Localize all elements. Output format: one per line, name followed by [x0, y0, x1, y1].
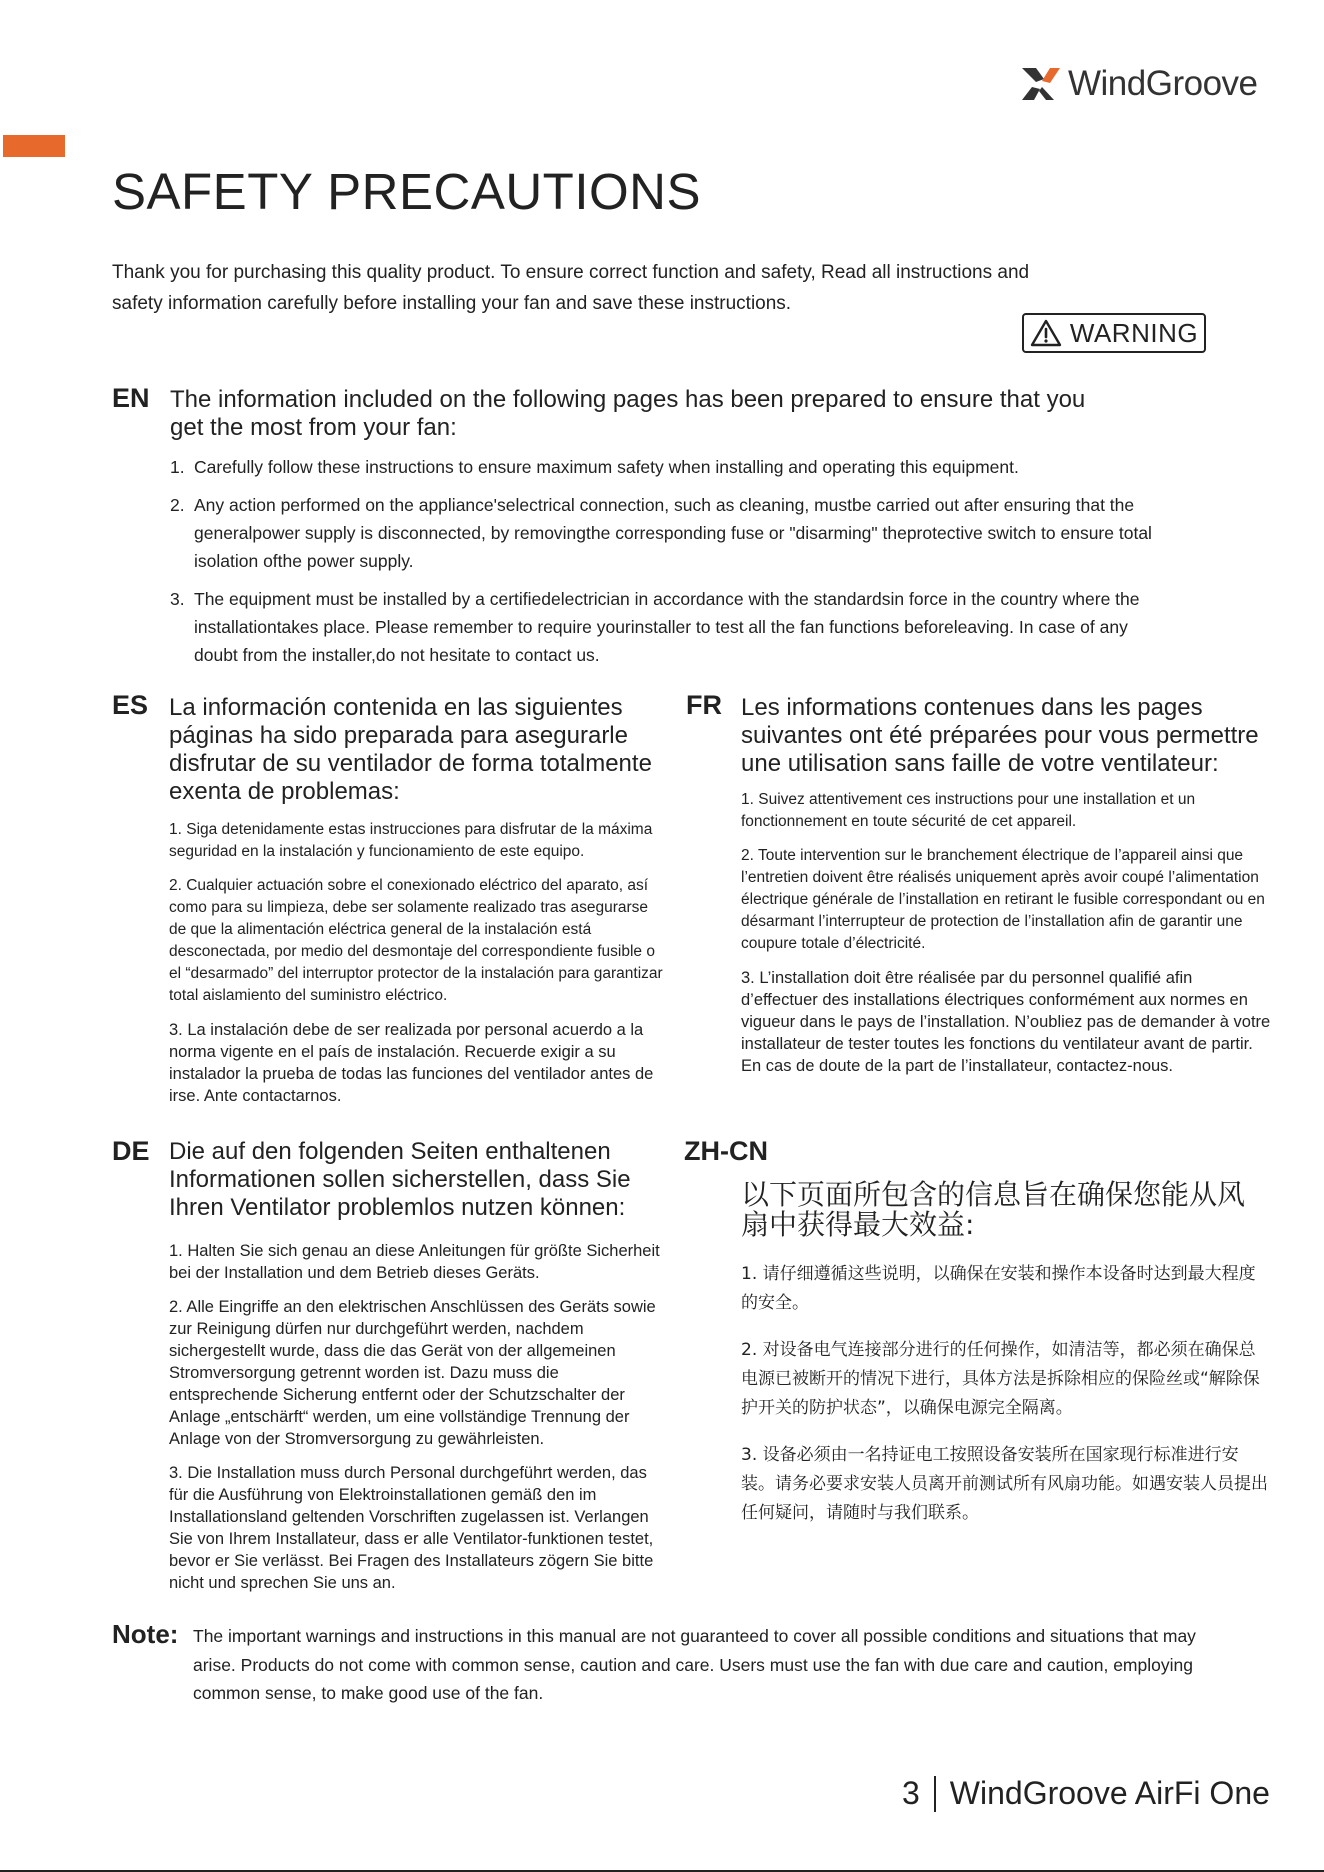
- list-item: 1. Suivez attentivement ces instructions pour une installation et un fonctionnement en toute sécurité de cet appareil.: [741, 791, 1196, 830]
- list-item: 2. Cualquier actuación sobre el conexionado eléctrico del aparato, así como para su limpieza, debe ser solamente realizado tras asegurarse de que la alimentación eléctrica general de la instalación está desconectada, por medio del desmontaje del correspondiente fusible o el “desarmado” del interruptor protector de la instalación para garantizar total aislamiento del suministro eléctrico.: [169, 877, 663, 1004]
- list-item: 2. Alle Eingriffe an den elektrischen Anschlüssen des Geräts sowie zur Reinigung dürfen nur durchgeführt werden, nachdem sichergestellt wurde, dass die das Gerät von der allgemeinen Stromversorgung getrennt worden ist. Dazu muss die entsprechende Sicherung entfernt oder der Schutzschalter der Anlage „entschärft“ werden, um eine vollständige Trennung der Anlage von der Stromversorgung zu gewährleisten.: [169, 1298, 656, 1448]
- list-item: 1. Halten Sie sich genau an diese Anleitungen für größte Sicherheit bei der Installation und dem Betrieb dieses Geräts.: [169, 1242, 660, 1282]
- product-name: WindGroove AirFi One: [949, 1775, 1270, 1811]
- brand-name: WindGroove: [1068, 64, 1258, 103]
- fr-heading: Les informations contenues dans les pages suivantes ont été préparées pour vous permettre une utilisation sans faille de votre ventilateur:: [741, 694, 1259, 777]
- lang-code-zh: ZH-CN: [684, 1136, 768, 1166]
- footer-divider: [934, 1776, 936, 1812]
- accent-bar: [3, 135, 65, 157]
- page-title: SAFETY PRECAUTIONS: [112, 163, 702, 220]
- lang-code-de: DE: [112, 1136, 150, 1166]
- brand-logo: [1020, 62, 1258, 106]
- list-item: 1. Siga detenidamente estas instrucciones para disfrutar de la máxima seguridad en la instalación y funcionamiento de este equipo.: [169, 821, 653, 860]
- zh-heading: 以下页面所包含的信息旨在确保您能从风扇中获得最大效益:: [741, 1178, 1246, 1241]
- es-heading: La información contenida en las siguientes páginas ha sido preparada para asegurarle disfrutar de su ventilador de forma totalmente exenta de problemas:: [169, 694, 652, 805]
- de-list: [169, 1240, 669, 1606]
- en-list: [170, 453, 1160, 669]
- fr-list: [741, 789, 1271, 1089]
- list-item: 3. La instalación debe de ser realizada por personal acuerdo a la norma vigente en el país de instalación. Recuerde exigir a su instalador la prueba de todas las funciones del ventilador antes de irse. Ante contactarnos.: [169, 1021, 654, 1105]
- warning-triangle-icon: [1030, 319, 1062, 347]
- windgroove-logo-icon: [1020, 65, 1062, 103]
- warning-label: WARNING: [1069, 317, 1199, 348]
- page-footer: [902, 1775, 1270, 1812]
- lang-code-en: EN: [112, 383, 150, 413]
- list-item: 2. Toute intervention sur le branchement électrique de l’appareil ainsi que l’entretien doivent être réalisés uniquement après avoir coupé l’alimentation électrique générale de l’installation en retirant le fusible correspondant ou en désarmant l’interrupteur de protection de l’installation afin de garantir une coupure totale d’électricité.: [741, 847, 1265, 952]
- note-label: Note:: [112, 1619, 179, 1649]
- list-item: 3. Die Installation muss durch Personal durchgeführt werden, das für die Ausführung von Elektroinstallationen gemäß den im Installationsland geltenden Vorschriften zugelassen ist. Verlangen Sie von Ihrem Installateur, dass er alle Ventilator-funktionen testet, bevor er Sie verlässt. Bei Fragen des Installateurs zögern Sie bitte nicht und sprechen Sie uns an.: [169, 1464, 654, 1592]
- list-item: 2. Any action performed on the appliance'selectrical connection, such as cleaning, mustbe carried out after ensuring that the generalpower supply is disconnected, by removingthe corresponding fuse or "disarming" theprotective switch to ensure total isolation ofthe power supply.: [170, 495, 1152, 571]
- es-list: [169, 819, 669, 1119]
- warning-badge: [1022, 313, 1206, 353]
- lang-code-fr: FR: [686, 690, 722, 720]
- page-number: 3: [902, 1775, 920, 1811]
- intro-paragraph: Thank you for purchasing this quality product. To ensure correct function and safety, Read all instructions and safety information carefully before installing your fan and save these instructions.: [112, 262, 1030, 314]
- list-item: 3. L’installation doit être réalisée par du personnel qualifié afin d’effectuer des installations électriques conformément aux normes en vigueur dans le pays de l’installation. N’oubliez pas de demander à votre installateur de tester toutes les fonctions du ventilateur avant de partir. En cas de doute de la part de l’installateur, contactez-nous.: [741, 969, 1271, 1075]
- note-text: The important warnings and instructions in this manual are not guaranteed to cover all possible conditions and situations that may arise. Products do not come with common sense, caution and care. Users must use the fan with due care and caution, employing common sense, to make good use of the fan.: [193, 1626, 1196, 1703]
- list-item: 3. The equipment must be installed by a certifiedelectrician in accordance with the standardsin force in the country where the installationtakes place. Please remember to require yourinstaller to test all the fan functions beforeleaving. In case of any doubt from the installer,do not hesitate to contact us.: [170, 589, 1140, 665]
- list-item: 1. Carefully follow these instructions to ensure maximum safety when installing and operating this equipment.: [170, 457, 1019, 477]
- en-heading: The information included on the following pages has been prepared to ensure that you get the most from your fan:: [170, 386, 1086, 441]
- list-item: 1. 请仔细遵循这些说明，以确保在安装和操作本设备时达到最大程度的安全。: [741, 1264, 1256, 1313]
- list-item: 3. 设备必须由一名持证电工按照设备安装所在国家现行标准进行安装。请务必要求安装人员离开前测试所有风扇功能。如遇安装人员提出任何疑问，请随时与我们联系。: [741, 1445, 1268, 1523]
- zh-list: [741, 1260, 1271, 1546]
- de-heading: Die auf den folgenden Seiten enthaltenen Informationen sollen sicherstellen, dass Sie Ihren Ventilator problemlos nutzen können:: [169, 1138, 631, 1221]
- list-item: 2. 对设备电气连接部分进行的任何操作，如清洁等，都必须在确保总电源已被断开的情况下进行，具体方法是拆除相应的保险丝或“解除保护开关的防护状态”，以确保电源完全隔离。: [741, 1340, 1260, 1418]
- lang-code-es: ES: [112, 690, 149, 720]
